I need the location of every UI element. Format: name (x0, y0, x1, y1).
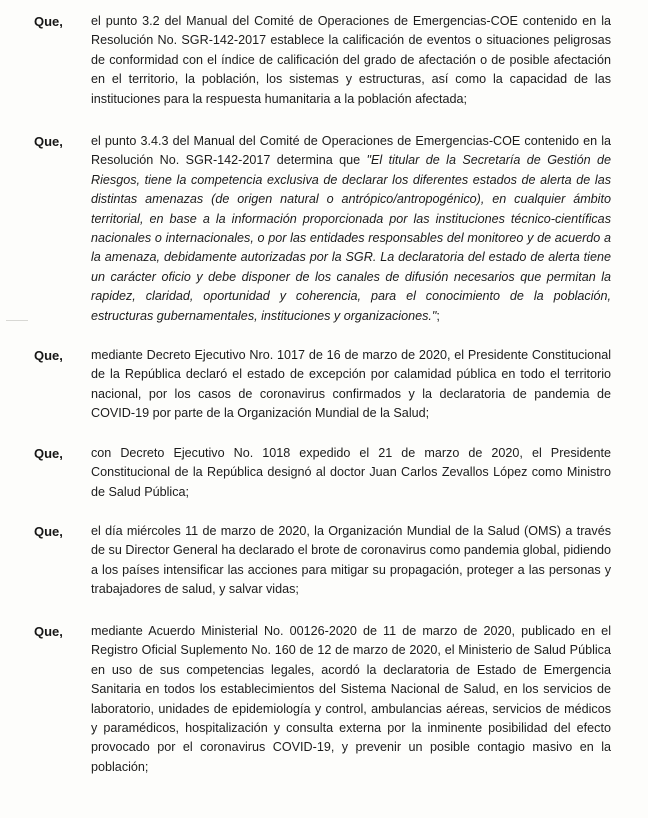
clause-text (91, 132, 611, 326)
clause-text-end: ; (436, 308, 440, 323)
margin-mark (6, 320, 28, 321)
clause-text: mediante Decreto Ejecutivo Nro. 1017 de 16 de marzo de 2020, el Presidente Constitucional de la República declaró el estado de excepción por calamidad pública en todo el territorio nacional, por los casos de coronavirus confirmados y la declaratoria de pandemia de COVID-19 por parte de la Organización Mundial de la Salud; (91, 348, 611, 421)
clause-text: el punto 3.2 del Manual del Comité de Operaciones de Emergencias-COE contenido en la Resolución No. SGR-142-2017 establece la calificación de eventos o situaciones peligrosas de conformidad con el índice de calificación del grado de afectación o de posible afectación en el territorio, la población, los sistemas y estructuras, así como la capacidad de las instituciones para la respuesta humanitaria a la población afectada; (91, 14, 611, 106)
clause-text: con Decreto Ejecutivo No. 1018 expedido el 21 de marzo de 2020, el Presidente Constitucional de la República designó al doctor Juan Carlos Zevallos López como Ministro de Salud Pública; (91, 446, 611, 499)
clause-text: el día miércoles 11 de marzo de 2020, la Organización Mundial de la Salud (OMS) a través de su Director General ha declarado el brote de coronavirus como pandemia global, pidiendo a los países intensificar las acciones para mitigar su propagación, proteger a las personas y trabajadores de salud, y salvar vidas; (91, 524, 611, 597)
clause-label: Que, (34, 524, 63, 539)
clause-text-intro: el punto 3.4.3 del Manual del Comité de Operaciones de Emergencias-COE contenido en la Resolución No. SGR-142-2017 determina que (91, 134, 611, 168)
clause-label: Que, (34, 14, 63, 29)
clause-label: Que, (34, 624, 63, 639)
clause-label: Que, (34, 134, 63, 149)
clause-text: mediante Acuerdo Ministerial No. 00126-2020 de 11 de marzo de 2020, publicado en el Registro Oficial Suplemento No. 160 de 12 de marzo de 2020, el Ministerio de Salud Pública en uso de sus competencias legales, acordó la declaratoria de Estado de Emergencia Sanitaria en todos los establecimientos del Sistema Nacional de Salud, en los servicios de laboratorio, unidades de epidemiología y control, ambulancias aéreas, servicios de médicos y paramédicos, hospitalización y consulta externa por la inminente posibilidad del efecto provocado por el coronavirus COVID-19, y prevenir un posible contagio masivo en la población; (91, 624, 611, 774)
clause-quote: "El titular de la Secretaría de Gestión de Riesgos, tiene la competencia exclusiva de declarar los diferentes estados de alerta de las distintas amenazas (de origen natural o antrópico/antropogénico), en cualquier ámbito territorial, en base a la información proporcionada por las instituciones técnico-científicas nacionales o internacionales, o por las entidades responsables del monitoreo y de acuerdo a la amenaza, debidamente autorizadas por la SGR. La declaratoria del estado de alerta tiene un carácter oficio y debe disponer de los canales de difusión necesarios que permitan la rapidez, claridad, oportunidad y coherencia, para el conocimiento de la población, estructuras gubernamentales, instituciones y organizaciones." (91, 153, 611, 323)
clause-label: Que, (34, 446, 63, 461)
clause-label: Que, (34, 348, 63, 363)
